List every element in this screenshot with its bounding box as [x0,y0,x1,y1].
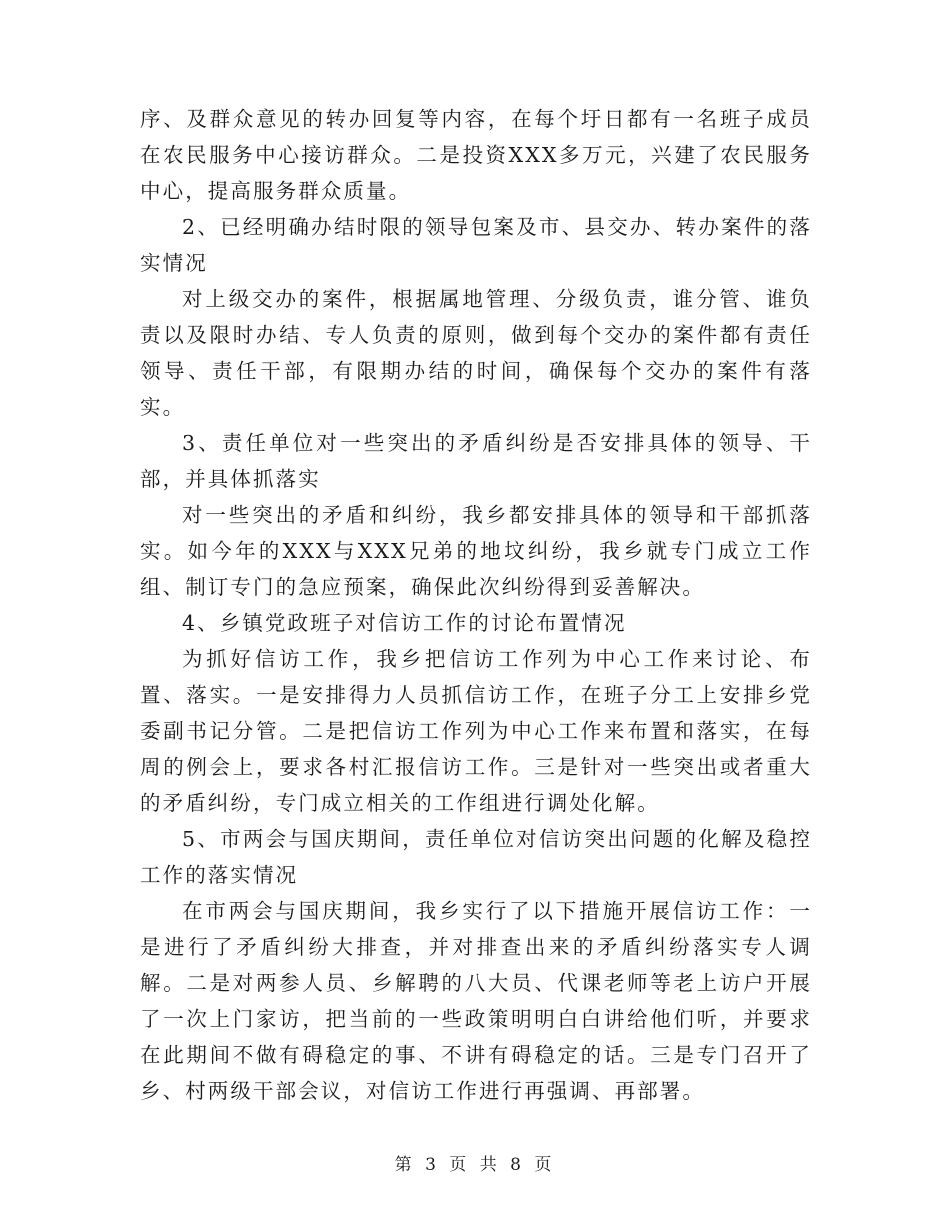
section-heading-2: 2、已经明确办结时限的领导包案及市、县交办、转办案件的落实情况 [140,215,812,275]
paragraph: 为抓好信访工作，我乡把信访工作列为中心工作来讨论、布置、落实。一是安排得力人员抓信访工作，在班子分工上安排乡党委副书记分管。二是把信访工作列为中心工作来布置和落实，在每周的例会上，要求各村汇报信访工作。三是针对一些突出或者重大的矛盾纠纷，专门成立相关的工作组进行调处化解。 [140,647,812,815]
paragraph: 对上级交办的案件，根据属地管理、分级负责，谁分管、谁负责以及限时办结、专人负责的原则，做到每个交办的案件都有责任领导、责任干部，有限期办结的时间，确保每个交办的案件有落实。 [140,287,812,419]
section-heading-5: 5、市两会与国庆期间，责任单位对信访突出问题的化解及稳控工作的落实情况 [140,827,812,887]
paragraph-continuation: 序、及群众意见的转办回复等内容，在每个圩日都有一名班子成员在农民服务中心接访群众。二是投资XXX多万元，兴建了农民服务中心，提高服务群众质量。 [140,107,812,203]
section-heading-4: 4、乡镇党政班子对信访工作的讨论布置情况 [182,611,627,635]
paragraph: 对一些突出的矛盾和纠纷，我乡都安排具体的领导和干部抓落实。如今年的XXX与XXX兄弟的地坟纠纷，我乡就专门成立工作组、制订专门的急应预案，确保此次纠纷得到妥善解决。 [140,503,812,599]
page-number-footer: 第 3 页 共 8 页 [394,1155,556,1175]
section-heading-3: 3、责任单位对一些突出的矛盾纠纷是否安排具体的领导、干部，并具体抓落实 [140,431,812,491]
paragraph: 在市两会与国庆期间，我乡实行了以下措施开展信访工作：一是进行了矛盾纠纷大排查，并对排查出来的矛盾纠纷落实专人调解。二是对两参人员、乡解聘的八大员、代课老师等老上访户开展了一次上门家访，把当前的一些政策明明白白讲给他们听，并要求在此期间不做有碍稳定的事、不讲有碍稳定的话。三是专门召开了乡、村两级干部会议，对信访工作进行再强调、再部署。 [140,899,812,1103]
document-body [140,101,812,1109]
